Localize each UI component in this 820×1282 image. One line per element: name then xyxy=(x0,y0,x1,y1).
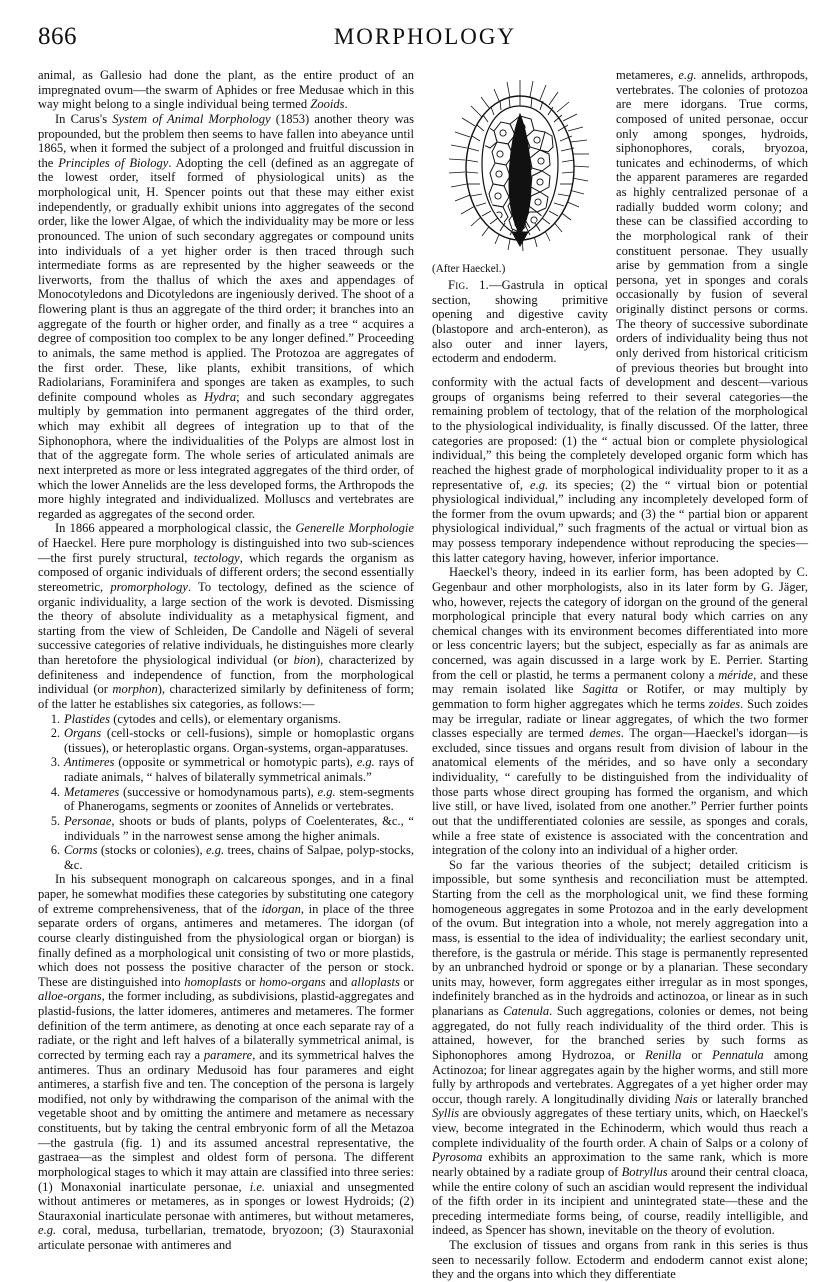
gastrula-diagram xyxy=(432,72,608,262)
list-item-text: Organs (cell-stocks or cell-fusions), simple or homoplastic organs (tissues), or heteroplastic organs. Organ-systems, organ-apparatuses. xyxy=(64,726,414,755)
category-list xyxy=(38,712,414,873)
list-item-number: 4. xyxy=(50,784,60,799)
right-column xyxy=(432,68,808,1282)
list-item xyxy=(38,712,414,727)
figure xyxy=(432,72,608,366)
list-item-text: Corms (stocks or colonies), e.g. trees, chains of Salpae, polyp-stocks, &c. xyxy=(64,843,415,872)
list-item xyxy=(38,785,414,814)
figure-caption-text: —Gastrula in optical section, showing primitive opening and digestive cavity (blastopore and arch-enteron), as also outer and inner layers, ectoderm and endoderm. xyxy=(432,278,608,366)
list-item-number: 6. xyxy=(50,843,60,858)
figure-number: Fig. 1. xyxy=(448,278,490,292)
list-item-number: 1. xyxy=(50,711,60,726)
figure-credit: (After Haeckel.) xyxy=(432,263,506,275)
list-item-number: 5. xyxy=(50,813,60,828)
paragraph: Haeckel's theory, indeed in its earlier form, has been adopted by C. Gegenbaur and other morphologists, also in its later form by G. Jäger, who, however, rejects the category of idorgan on the ground of the general morphological principle that every natural body which carries on any chemical changes with its environment becomes differentiated into more or less concentric layers; but the subject, especially as far as animals are concerned, was again discussed in a large work by E. Perrier. Starting from the cell or plastid, he terms a permanent colony a méride, and these may remain isolated like Sagitta or Rotifer, or may multiply by gemmation to form higher aggregates which he terms zoides. Such zoides may be irregular, radiate or linear aggregates, of which the two former classes especially are termed demes. The organ—Haeckel's idorgan—is excluded, since tissues and organs result from division of labour in the anatomical elements of the mérides, and so have only a secondary individuality, “ carefully to be distinguished from the individuality of those parts whose direct grouping has formed the organism, and which live still, or have lived, isolated from one another.” Perrier further points out that the undifferentiated colonies are sessile, as sponges and corals, while a free state of existence is associated with the concentration and integration of the colony into an individual of a higher order. xyxy=(432,565,808,858)
list-item-number: 3. xyxy=(50,755,60,770)
list-item-text: Metameres (successive or homodynamous parts), e.g. stem-segments of Phanerogams, segments or zoonites of Annelids or vertebrates. xyxy=(64,784,414,814)
list-item-text: Plastides (cytodes and cells), or elementary organisms. xyxy=(64,711,342,726)
list-item-text: Antimeres (opposite or symmetrical or homotypic parts), e.g. rays of radiate animals, “ halves of bilaterally symmetrical animals.” xyxy=(64,755,414,784)
document-page xyxy=(0,22,820,1282)
paragraph: The exclusion of tissues and organs from rank in this series is thus seen to necessarily follow. Ectoderm and endoderm cannot exist alone; they and the organs into which they differentiate xyxy=(432,1238,808,1282)
left-column xyxy=(38,68,414,1282)
paragraph: animal, as Gallesio had done the plant, as the entire product of an impregnated ovum—the swarm of Aphides or free Medusae which in this way might belong to a single individual being termed Zooids. xyxy=(38,68,414,112)
running-head xyxy=(38,22,786,68)
list-item-number: 2. xyxy=(50,726,60,741)
figure-caption xyxy=(432,278,608,366)
list-item-text: Personae, shoots or buds of plants, polyps of Coelenterates, &c., “ individuals ” in the narrowest sense among the higher animals. xyxy=(64,813,414,843)
page-number: 866 xyxy=(38,23,77,50)
two-column-body xyxy=(38,68,809,1282)
paragraph: In Carus's System of Animal Morphology (1853) another theory was propounded, but the problem then seems to have fallen into abeyance until 1865, when it formed the subject of a prolonged and fruitful discussion in the Principles of Biology. Adopting the cell (defined as an aggregate of the lowest order, itself formed of physiological units) as the morphological unit, H. Spencer points out that these may either exist independently, or gradually exhibit unions into aggregates of the second order, like the lower Algae, of which the individuality may be more or less pronounced. The union of such secondary aggregates or compound units into individuals of a yet higher order is then traced through such intermediate forms as are represented by the higher seaweeds or the liverworts, from the thallus of which the axes and appendages of Monocotyledons and Dicotyledons are ingeniously derived. The shoot of a flowering plant is thus an aggregate of the third order; it branches into an aggregate of the fourth or higher order, and finally as a tree “ acquires a degree of composition too complex to be any longer defined.” Proceeding to animals, the same method is applied. The Protozoa are aggregates of the first order. These, like plants, exhibit transitions, of which Radiolarians, Foraminifera and sponges are taken as examples, to such definite compound wholes as Hydra; and such secondary aggregates multiply by gemmation into permanent aggregates of the third order, which may exhibit all degrees of integration up to that of the Siphonophora, where the individualities of the Polyps are almost lost in that of the aggregate form. The whole series of articulated animals are next interpreted as more or less integrated aggregates of the third order, of which the lower Annelids are the less developed forms, the Arthropods the more highly integrated and individualized. Molluscs and vertebrates are regarded as aggregates of the second order. xyxy=(38,111,415,521)
paragraph: metameres, e.g. annelids, arthropods, vertebrates. The colonies of protozoa are mere idorgans. True corms, composed of united personae, occur only among sponges, hydroids, siphonophores, corals, bryozoa, tunicates and echinoderms, of which the apparent parameres are regarded as highly centralized personae of a radially budded worm colony; and these can be classified according to the morphological rank of their constituent personae. They usually arise by gemmation from a single persona, yet in sponges and corals occasionally by fusion of several originally distinct persons or corms. The theory of successive subordinate orders of individuality being thus not only derived from historical criticism of previous theories but brought into conformity with the actual facts of development and descent—various groups of organisms being referred to their several categories—the remaining problem of tectology, that of the relation of the morphological to the physiological individuality, is finally discussed. Of the latter, three categories are proposed: (1) the “ actual bion or complete physiological individual,” this being the completely developed organic form which has reached the highest grade of morphological individuality proper to it as a representative of, e.g. its species; (2) the “ virtual bion or potential physiological individual,” including any incompletely developed form of the former from the ovum upwards; and (3) the “ partial bion or apparent physiological individual,” such fragments of the actual or virtual bion as may possess temporary independence without reproducing the species—this latter category having, however, inferior importance. xyxy=(432,68,808,565)
list-item xyxy=(38,726,414,755)
paragraph: So far the various theories of the subject; detailed criticism is impossible, but some synthesis and reconciliation must be attempted. Starting from the cell as the morphological unit, we find these forming homogeneous aggregates in some Protozoa and in the early development of the ovum. But integration into a whole, not merely aggregation into a mass, is essential to the idea of individuality; the earliest secondary unit, therefore, is the gastrula or méride. This stage is permanently represented by an unbranched hydroid or sponge or by a planarian. These secondary units may, however, form aggregates either irregular as in most sponges, indefinitely branched as in the hydroids and actinozoa, or linear as in such planarians as Catenula. Such aggregations, colonies or demes, not being aggregated, do not fully reach individuality of the third order. This is attained, however, for the branched series by such forms as Siphonophores among Hydrozoa, or Renilla or Pennatula among Actinozoa; for linear aggregates again by the higher worms, and still more fully by arthropods and vertebrates. Aggregates of a yet higher order may occur, though rarely. A longitudinally dividing Nais or laterally branched Syllis are obviously aggregates of these tertiary units, which, on Haeckel's view, become integrated in the Echinoderm, which would thus reach a complete individuality of the fourth order. A chain of Salps or a colony of Pyrosoma exhibits an approximation to the same rank, which is more nearly obtained by a radiate group of Botryllus around their central cloaca, while the entire colony of such an ascidian would represent the individual of the fifth order in its incipient and unintegrated state—these and the preceding intermediate forms being, of course, readily intelligible, and indeed, as Spencer has shown, inevitable on the theory of evolution. xyxy=(432,857,809,1238)
paragraph: In 1866 appeared a morphological classic, the Generelle Morphologie of Haeckel. Here pure morphology is distinguished into two sub-sciences—the first purely structural, tectology, which regards the organism as composed of organic individuals of different orders; the second essentially stereometric, promorphology. To tectology, defined as the science of organic individuality, a large section of the work is devoted. Dismissing the theory of absolute individuality as a metaphysical figment, and starting from the view of Schleiden, De Candolle and Nägeli of several successive categories of relative individuals, he distinguishes more clearly than heretofore the physiological individual (or bion), characterized by definiteness and independence of function, from the morphological individual (or morphon), characterized similarly by definiteness of form; of the latter he establishes six categories, as follows:— xyxy=(38,521,415,711)
paragraph: In his subsequent monograph on calcareous sponges, and in a final paper, he somewhat modifies these categories by substituting one category of extreme comprehensiveness, that of the idorgan, in place of the three separate orders of organs, antimeres and metameres. The idorgan (of course clearly distinguished from the physiological organ or biorgan) is finally defined as a morphological unit consisting of two or more plastids, which does not possess the positive character of the person or stock. These are distinguished into homoplasts or homo-organs and alloplasts or alloe-organs, the former including, as subdivisions, plastid-aggregates and plastid-fusions, the latter idomeres, antimeres and metameres. The former definition of the term antimere, as denoting at once each separate ray of a radiate, or the right and left halves of a bilaterally symmetrical animal, is corrected by terming each ray a paramere, and its symmetrical halves the antimeres. Thus an ordinary Medusoid has four parameres and eight antimeres, a starfish five and ten. The conception of the persona is largely modified, not only by withdrawing the comparison of the animal with the vegetable shoot and by omitting the antimere and metamere as necessary constituents, but by taking the central embryonic form of all the Metazoa—the gastrula (fig. 1) and its assumed ancestral representative, the gastraea—as the simplest and oldest form of persona. The different morphological stages to which it may attain are classified into three series: (1) Monaxonial inarticulate personae, i.e. uniaxial and unsegmented without antimeres or metameres, as in sponges or lowest Hydroids; (2) Stauraxonial inarticulate personae with antimeres, but without metameres, e.g. coral, medusa, turbellarian, trematode, bryozoon; (3) Stauraxonial articulate personae with antimeres and xyxy=(38,872,414,1252)
list-item xyxy=(38,755,414,784)
list-item xyxy=(38,814,414,843)
list-item xyxy=(38,843,414,872)
page-title: MORPHOLOGY xyxy=(333,24,517,49)
